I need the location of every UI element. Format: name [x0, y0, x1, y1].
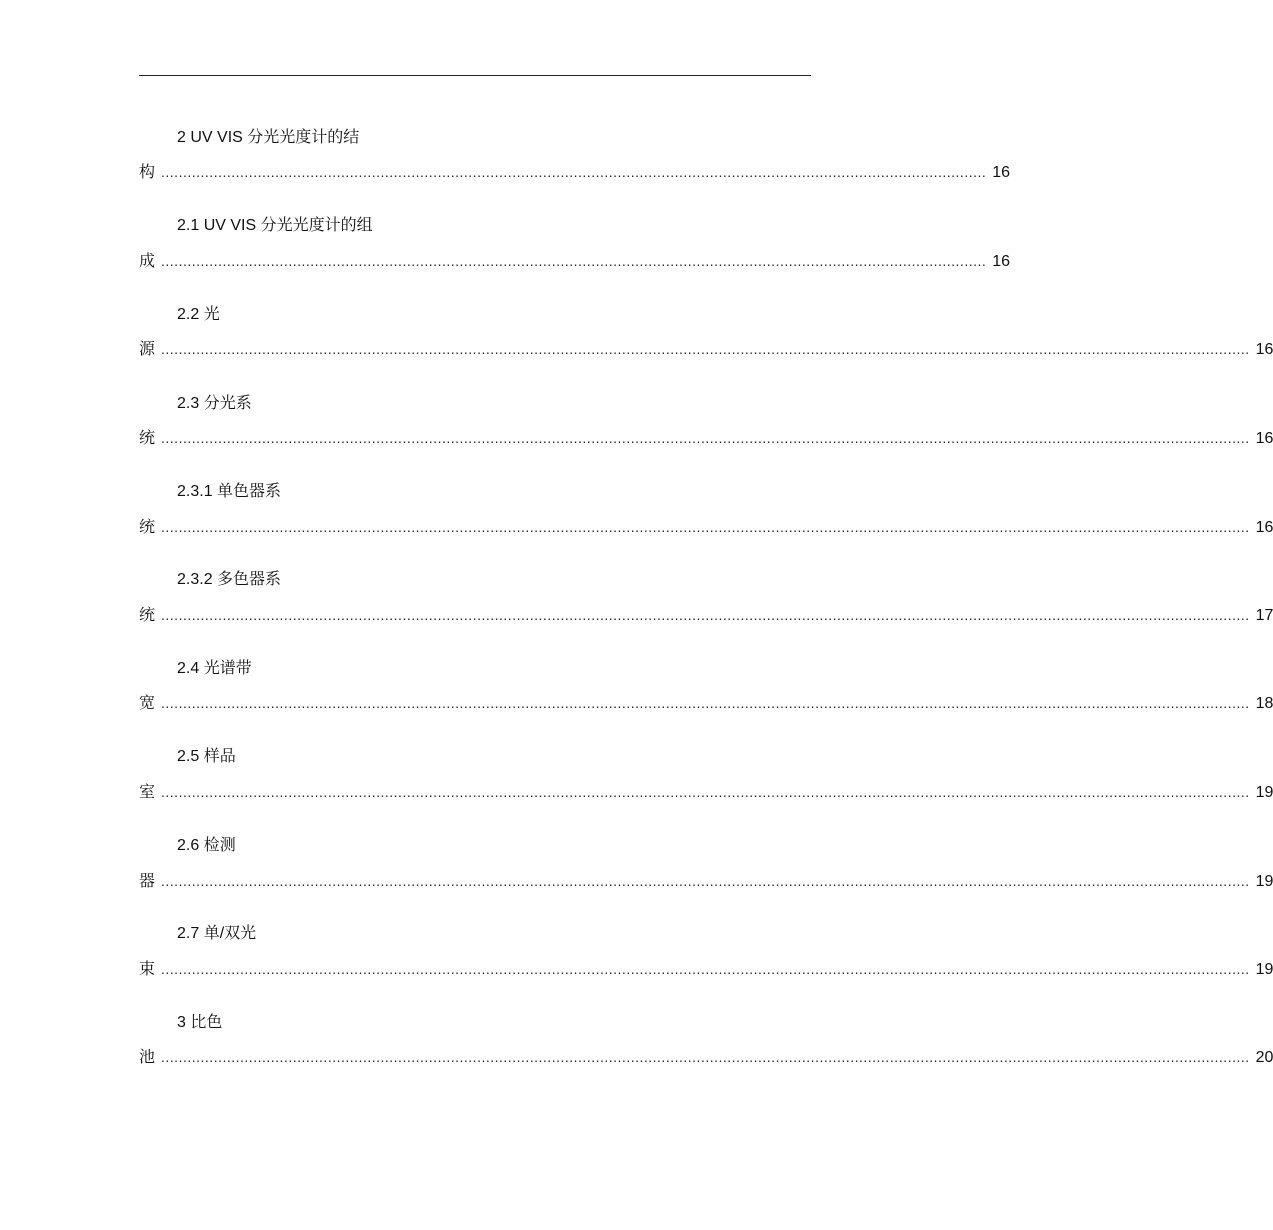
dot-leader: ........................................................................................................................................................................................................................................................ — [161, 784, 1250, 800]
toc-entry-title[interactable]: 2.5 样品 — [177, 748, 236, 765]
toc-entry-lead: 室 — [139, 784, 156, 801]
toc-page-number: 16 — [1255, 341, 1273, 358]
toc-entry-lead: 器 — [139, 873, 156, 890]
toc-page-number: 19 — [1255, 873, 1273, 890]
toc-entry-title[interactable]: 3 比色 — [177, 1014, 223, 1031]
dot-leader: ........................................................................................................................................................................................................................................................ — [161, 695, 1250, 711]
toc-entry-title[interactable]: 2.3.1 单色器系 — [177, 483, 282, 500]
toc-page-number: 16 — [992, 253, 1011, 270]
toc-entry-lead: 束 — [139, 961, 156, 978]
toc-entry-line[interactable] — [139, 1047, 1273, 1067]
toc-entry-title[interactable]: 2.1 UV VIS 分光光度计的组 — [177, 217, 373, 234]
dot-leader: ........................................................................................................................................................................................................................................................ — [161, 1049, 1250, 1065]
toc-entry-lead: 统 — [139, 430, 156, 447]
toc-entry-lead: 统 — [139, 607, 156, 624]
toc-entry-title[interactable]: 2.4 光谱带 — [177, 660, 252, 677]
dot-leader: ........................................................................................................................................................................................................................................................ — [161, 519, 1250, 535]
toc-entry-lead: 构 — [139, 164, 156, 181]
toc-page-number: 19 — [1255, 961, 1273, 978]
toc-entry-line[interactable] — [139, 693, 1273, 713]
toc-entry-lead: 宽 — [139, 695, 156, 712]
toc-page-number: 18 — [1255, 695, 1273, 712]
toc-entry-title[interactable]: 2.3.2 多色器系 — [177, 571, 282, 588]
toc-entry-line[interactable] — [139, 517, 1273, 537]
toc-entry-title[interactable]: 2.6 检测 — [177, 837, 236, 854]
toc-entry-line[interactable] — [139, 871, 1273, 891]
dot-leader: ........................................................................................................................................................................................................................................................ — [161, 607, 1250, 623]
toc-page-number: 19 — [1255, 784, 1273, 801]
toc-entry-title[interactable]: 2.7 单/双光 — [177, 925, 257, 942]
toc-entry-line[interactable] — [139, 339, 1273, 359]
toc-entry-line[interactable] — [139, 959, 1273, 979]
toc-entry-lead: 统 — [139, 519, 156, 536]
toc-page-number: 16 — [992, 164, 1011, 181]
toc-entry-line[interactable] — [139, 162, 1011, 182]
toc-page-number: 16 — [1255, 430, 1273, 447]
dot-leader: ........................................................................................................................................................................................................................................................ — [161, 873, 1250, 889]
toc-entry-title[interactable]: 2 UV VIS 分光光度计的结 — [177, 129, 360, 146]
dot-leader: ........................................................................................................................................................................................................................................................ — [161, 430, 1250, 446]
toc-entry-lead: 成 — [139, 253, 156, 270]
toc-page-number: 16 — [1255, 519, 1273, 536]
toc-entry-line[interactable] — [139, 428, 1273, 448]
toc-entry-line[interactable] — [139, 605, 1273, 625]
toc-entry-title[interactable]: 2.3 分光系 — [177, 395, 252, 412]
dot-leader: ............................................................................................................................................................................................ — [161, 164, 987, 180]
toc-entry-title[interactable]: 2.2 光 — [177, 306, 220, 323]
dot-leader: ............................................................................................................................................................................................ — [161, 253, 987, 269]
toc-entry-line[interactable] — [139, 782, 1273, 802]
toc-page-number: 17 — [1255, 607, 1273, 624]
toc-page-number: 20 — [1255, 1049, 1273, 1066]
toc-entry-lead: 源 — [139, 341, 156, 358]
toc-entry-lead: 池 — [139, 1049, 156, 1066]
toc-entry-line[interactable] — [139, 251, 1011, 271]
dot-leader: ........................................................................................................................................................................................................................................................ — [161, 961, 1250, 977]
dot-leader: ........................................................................................................................................................................................................................................................ — [161, 341, 1250, 357]
